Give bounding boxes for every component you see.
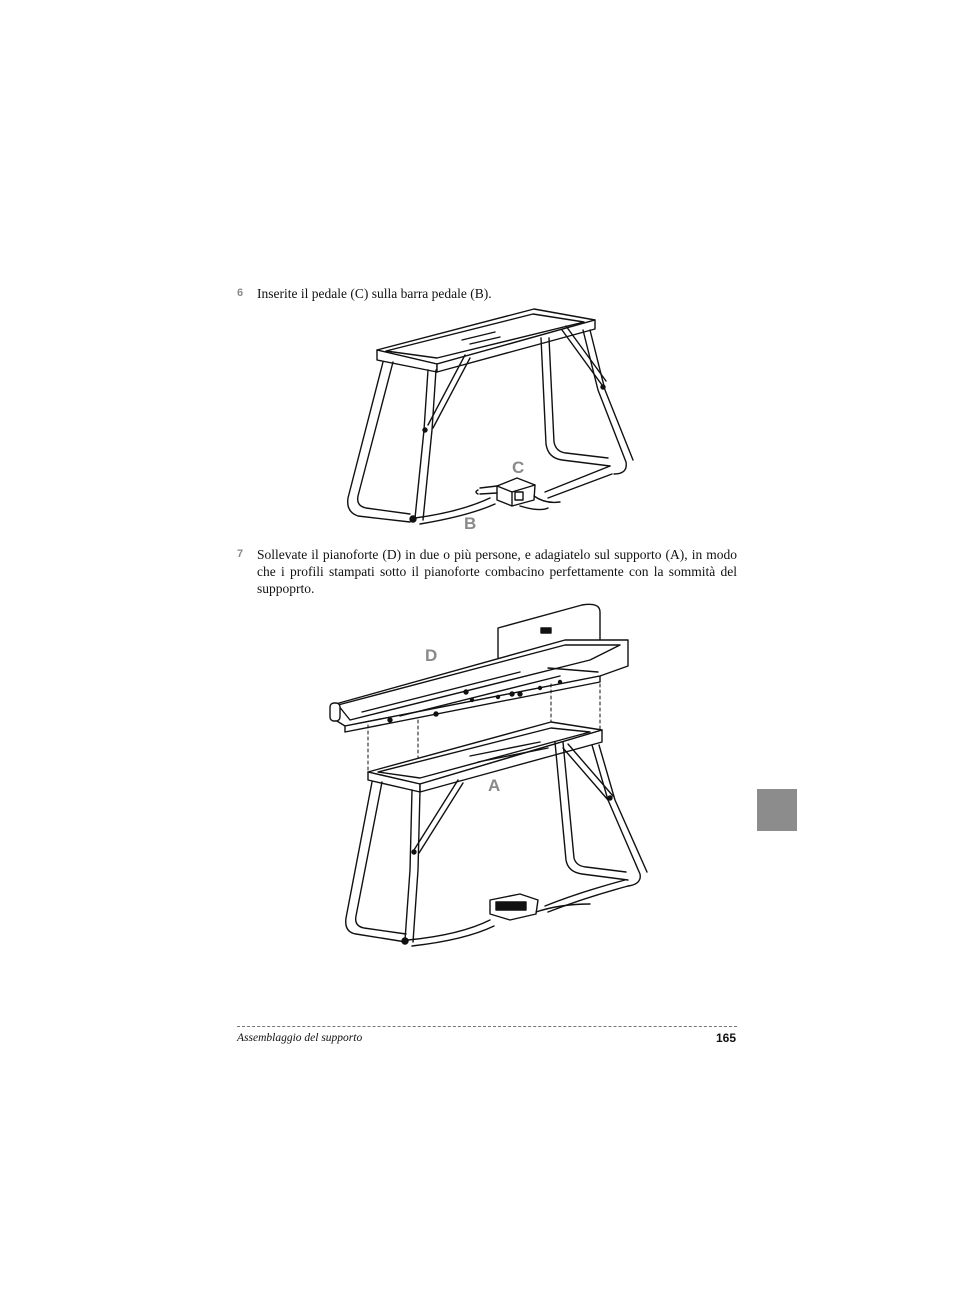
footer-section-title: Assemblaggio del supporto — [237, 1032, 363, 1044]
label-b: B — [464, 514, 477, 533]
step-number: 7 — [237, 548, 244, 560]
page-number: 165 — [715, 1031, 736, 1045]
step-number: 6 — [237, 287, 244, 299]
footer-divider — [237, 1026, 737, 1027]
step-text: Inserite il pedale (C) sulla barra pedale (B). — [257, 286, 492, 301]
label-d: D — [425, 646, 438, 665]
label-c: C — [512, 458, 525, 477]
label-a: A — [488, 776, 501, 795]
section-tab — [757, 789, 797, 831]
step-text: Sollevate il pianoforte (D) in due o più persone, e adagiatelo sul supporto (A), in modo che i profili stampati sotto il pianoforte combacino perfettamente con la sommità del suppoprto. — [257, 547, 737, 596]
